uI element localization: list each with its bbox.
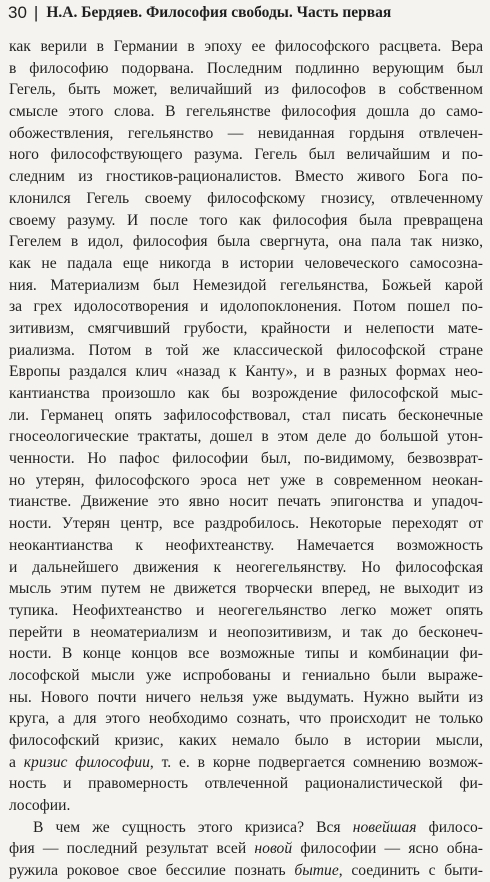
text-run: , т. е. в корне подвергается сомнению возмож- [149, 753, 483, 771]
text-run: фия — последний результат всей [9, 840, 255, 858]
text-line [9, 578, 483, 600]
text-run: ны. Нового почти ничего нельзя уже выдумать. Нужно выйти из [9, 688, 483, 706]
text-run: а [9, 753, 24, 771]
text-run: Европы раздался клич «назад к Канту», и в разных формах нео- [9, 363, 483, 381]
text-run: ного философствующего разума. Гегель был величайшим и по- [9, 146, 483, 164]
text-line [9, 795, 483, 817]
text-run: обожествления, гегельянство — невиданная гордыня отвлечен- [9, 124, 483, 142]
text-line [9, 275, 483, 297]
text-run: перейти в неоматериализм и неопозитивизм, и так до бесконеч- [9, 623, 483, 641]
text-line [9, 643, 483, 665]
text-line [9, 730, 483, 752]
text-run: неокантианства к неофихтеанству. Намечается возможность [9, 536, 483, 554]
text-run: ния. Материализм был Немезидой гегельянства, Божьей карой [9, 276, 483, 294]
text-run: как не падала еще никогда в истории человеческого самосозна- [9, 254, 483, 272]
text-run: Гегелем в идол, философия была свергнута, она пала так низко, [9, 233, 483, 251]
text-line [9, 838, 483, 860]
text-line [9, 318, 483, 340]
text-line [9, 166, 483, 188]
italic-emphasis: бытие [294, 862, 339, 880]
text-line [9, 773, 483, 795]
text-run: но утерян, философского эроса нет уже в современном неокан- [9, 471, 483, 489]
text-line [9, 708, 483, 730]
italic-emphasis: новейшая [352, 818, 417, 836]
text-run: филосо- [416, 818, 483, 836]
text-run: гносеологические трактаты, дошел в этом деле до большой утон- [9, 428, 483, 446]
text-line [9, 622, 483, 644]
text-run: ружила роковое свое бессилие познать [9, 862, 295, 880]
text-line [9, 491, 483, 513]
text-line [9, 144, 483, 166]
running-header [8, 0, 391, 26]
text-run: круга, а для этого необходимо сознать, что происходит не только [9, 710, 483, 728]
page-number: 30 [8, 3, 27, 22]
body-text [9, 36, 483, 882]
text-line [9, 752, 483, 774]
text-run: Гегель, быть может, величайший из философов в собственном [9, 81, 483, 99]
text-line [9, 101, 483, 123]
text-run: следним из гностиков-рационалистов. Вместо живого Бога по- [9, 168, 483, 186]
text-run: клонился Гегель своему философскому гнозису, отвлеченному [9, 189, 483, 207]
text-run: философский кризис, каких немало было в истории мысли, [9, 732, 483, 749]
text-line [9, 687, 483, 709]
text-line [9, 448, 483, 470]
text-run: риализма. Потом в той же классической философской стране [9, 341, 483, 359]
text-line [9, 296, 483, 318]
text-run: лософии. [9, 797, 71, 815]
text-line [9, 535, 483, 557]
text-run: ли. Германец опять зафилософствовал, стал писать бесконечные [9, 406, 483, 424]
text-run: В чем же сущность этого кризиса? Вся [33, 818, 353, 836]
text-line [9, 79, 483, 101]
text-run: ченности. Но пафос философии был, по-видимому, безвозврат- [9, 450, 483, 468]
text-line [9, 58, 483, 80]
text-line [9, 36, 483, 58]
text-line [9, 557, 483, 579]
text-run: кантианства произошло как бы возрождение философской мыс- [9, 385, 483, 402]
text-line [9, 361, 483, 383]
text-line [9, 860, 483, 882]
text-run: лософской мысли уже испробованы и гениально были выраже- [9, 666, 483, 684]
text-line [9, 231, 483, 253]
text-run: ности. Утерян центр, все раздробилось. Некоторые переходят от [9, 515, 483, 533]
text-line [9, 383, 483, 405]
text-run: , соединить с быти- [338, 862, 483, 880]
text-run: смысле этого слова. В гегельянстве философия дошла до само- [9, 103, 483, 121]
text-run: тианстве. Движение это явно носит печать эпигонства и упадоч- [9, 493, 483, 511]
text-line [9, 426, 483, 448]
text-line [9, 123, 483, 145]
text-line [9, 405, 483, 427]
text-run: ность и правомерность отвлеченной рационалистической фи- [9, 775, 483, 793]
running-title: Н.А. Бердяев. Философия свободы. Часть первая [46, 4, 392, 21]
text-run: философии — ясно обна- [292, 840, 483, 858]
text-run: за грех идолосотворения и идолопоклонения. Потом пошел по- [9, 298, 483, 316]
text-run: как верили в Германии в эпоху ее философского расцвета. Вера [9, 38, 483, 55]
text-line [9, 188, 483, 210]
text-line [9, 253, 483, 275]
text-line [9, 665, 483, 687]
text-line [9, 600, 483, 622]
text-line [9, 513, 483, 535]
text-line [9, 340, 483, 362]
header-separator: | [33, 3, 39, 22]
text-run: тупика. Неофихтеанство и неогегельянство легко может опять [9, 601, 483, 619]
text-run: и дальнейшего движения к неогегельянству. Но философская [9, 558, 483, 576]
text-run: ности. В конце концов все возможные типы и комбинации фи- [9, 645, 483, 663]
text-line [9, 817, 483, 839]
text-line [9, 470, 483, 492]
text-run: зитивизм, смягчивший грубости, крайности и нелепости мате- [9, 319, 483, 337]
italic-emphasis: кризис философии [23, 753, 150, 771]
text-run: в философию подорвана. Последним подлинно верующим был [9, 59, 483, 77]
text-line [9, 210, 483, 232]
italic-emphasis: новой [254, 840, 293, 858]
text-run: своему разуму. И после того как философия была превращена [9, 211, 483, 229]
text-run: мысль этим путем не движется творчески вперед, не выходит из [9, 580, 483, 598]
